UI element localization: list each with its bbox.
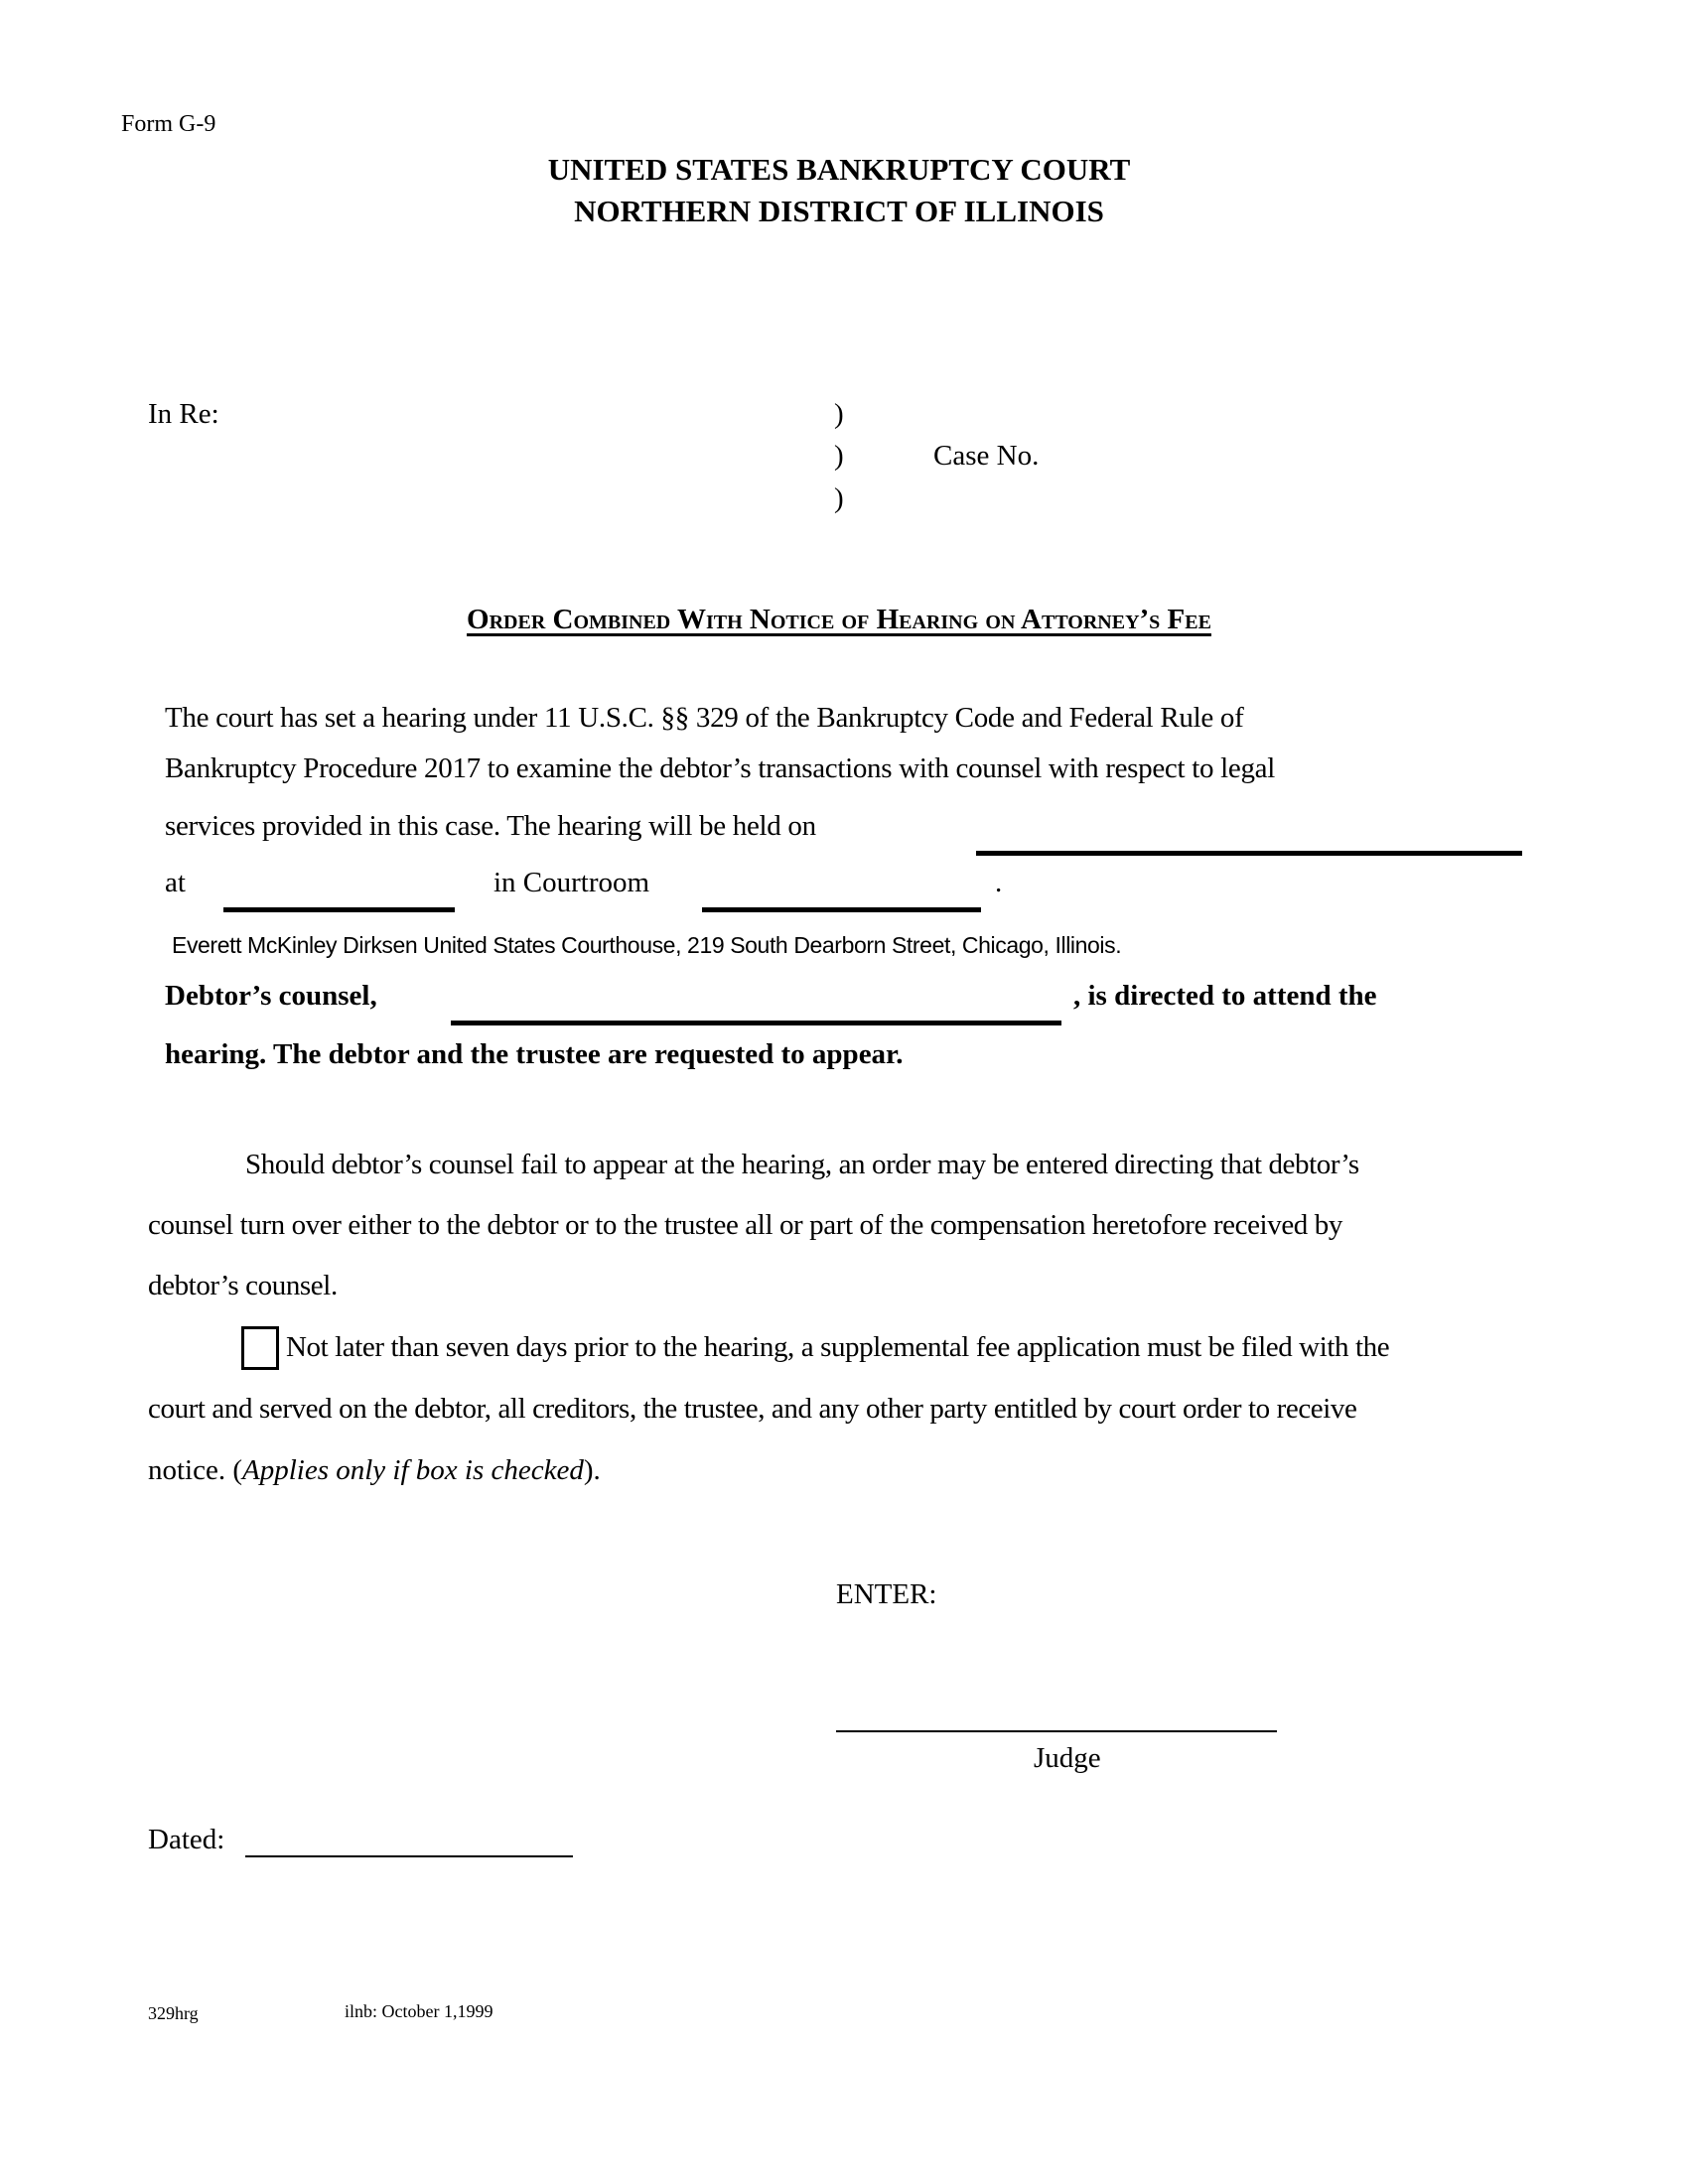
at-label: at (165, 867, 186, 898)
dated-label: Dated: (148, 1824, 225, 1855)
paragraph1-line1: The court has set a hearing under 11 U.S.C. §§ 329 of the Bankruptcy Code and Federal Rule of (165, 702, 1244, 734)
supplemental-fee-checkbox[interactable] (241, 1326, 279, 1370)
hearing-date-blank[interactable] (976, 851, 1522, 856)
debtors-counsel-label: Debtor’s counsel, (165, 980, 377, 1012)
paragraph3-line1: Not later than seven days prior to the hearing, a supplemental fee application must be filed with the (286, 1331, 1390, 1363)
enter-label: ENTER: (836, 1578, 937, 1610)
hearing-time-blank[interactable] (223, 907, 455, 912)
judge-signature-line[interactable] (836, 1730, 1277, 1732)
caption-paren: ) (834, 398, 844, 430)
paragraph3-line2: court and served on the debtor, all creditors, the trustee, and any other party entitled by court order to receive (148, 1393, 1357, 1425)
paragraph1-line3: services provided in this case. The hearing will be held on (165, 810, 816, 842)
caption-paren: ) (834, 482, 844, 514)
court-name: UNITED STATES BANKRUPTCY COURT (547, 152, 1131, 187)
document-title: Order Combined With Notice of Hearing on Attorney’s Fee (467, 604, 1211, 635)
date-blank[interactable] (245, 1855, 573, 1857)
courtroom-label: in Courtroom (493, 867, 650, 898)
footer-revision: ilnb: October 1,1999 (345, 2001, 493, 2021)
paragraph3-line3 (148, 1456, 601, 1485)
in-re-label: In Re: (148, 398, 219, 430)
case-number-field[interactable] (1082, 437, 1479, 477)
notice-prefix: notice. ( (148, 1454, 243, 1486)
judge-label: Judge (1034, 1742, 1101, 1774)
debtors-counsel-blank[interactable] (451, 1021, 1061, 1025)
paragraph2-line3: debtor’s counsel. (148, 1270, 338, 1301)
caption-paren: ) (834, 440, 844, 472)
paragraph2-line2: counsel turn over either to the debtor or to the trustee all or part of the compensation heretofore received by (148, 1209, 1342, 1241)
case-no-label: Case No. (933, 440, 1040, 472)
courtroom-blank[interactable] (702, 907, 981, 912)
footer-code: 329hrg (148, 2003, 199, 2023)
period: . (995, 867, 1003, 898)
paragraph1-last-line: hearing. The debtor and the trustee are requested to appear. (165, 1038, 904, 1070)
courthouse-address: Everett McKinley Dirksen United States Courthouse, 219 South Dearborn Street, Chicago, Illinois. (172, 932, 1122, 958)
applies-note: Applies only if box is checked (242, 1454, 584, 1486)
form-id: Form G-9 (121, 111, 216, 137)
paragraph2-line1: Should debtor’s counsel fail to appear at the hearing, an order may be entered directing that debtor’s (245, 1149, 1359, 1180)
debtor-name-field[interactable] (258, 392, 814, 511)
notice-suffix: ). (583, 1454, 601, 1486)
paragraph1-line2: Bankruptcy Procedure 2017 to examine the debtor’s transactions with counsel with respect to legal (165, 752, 1275, 784)
directed-text: , is directed to attend the (1073, 980, 1377, 1012)
court-district: NORTHERN DISTRICT OF ILLINOIS (574, 194, 1104, 228)
